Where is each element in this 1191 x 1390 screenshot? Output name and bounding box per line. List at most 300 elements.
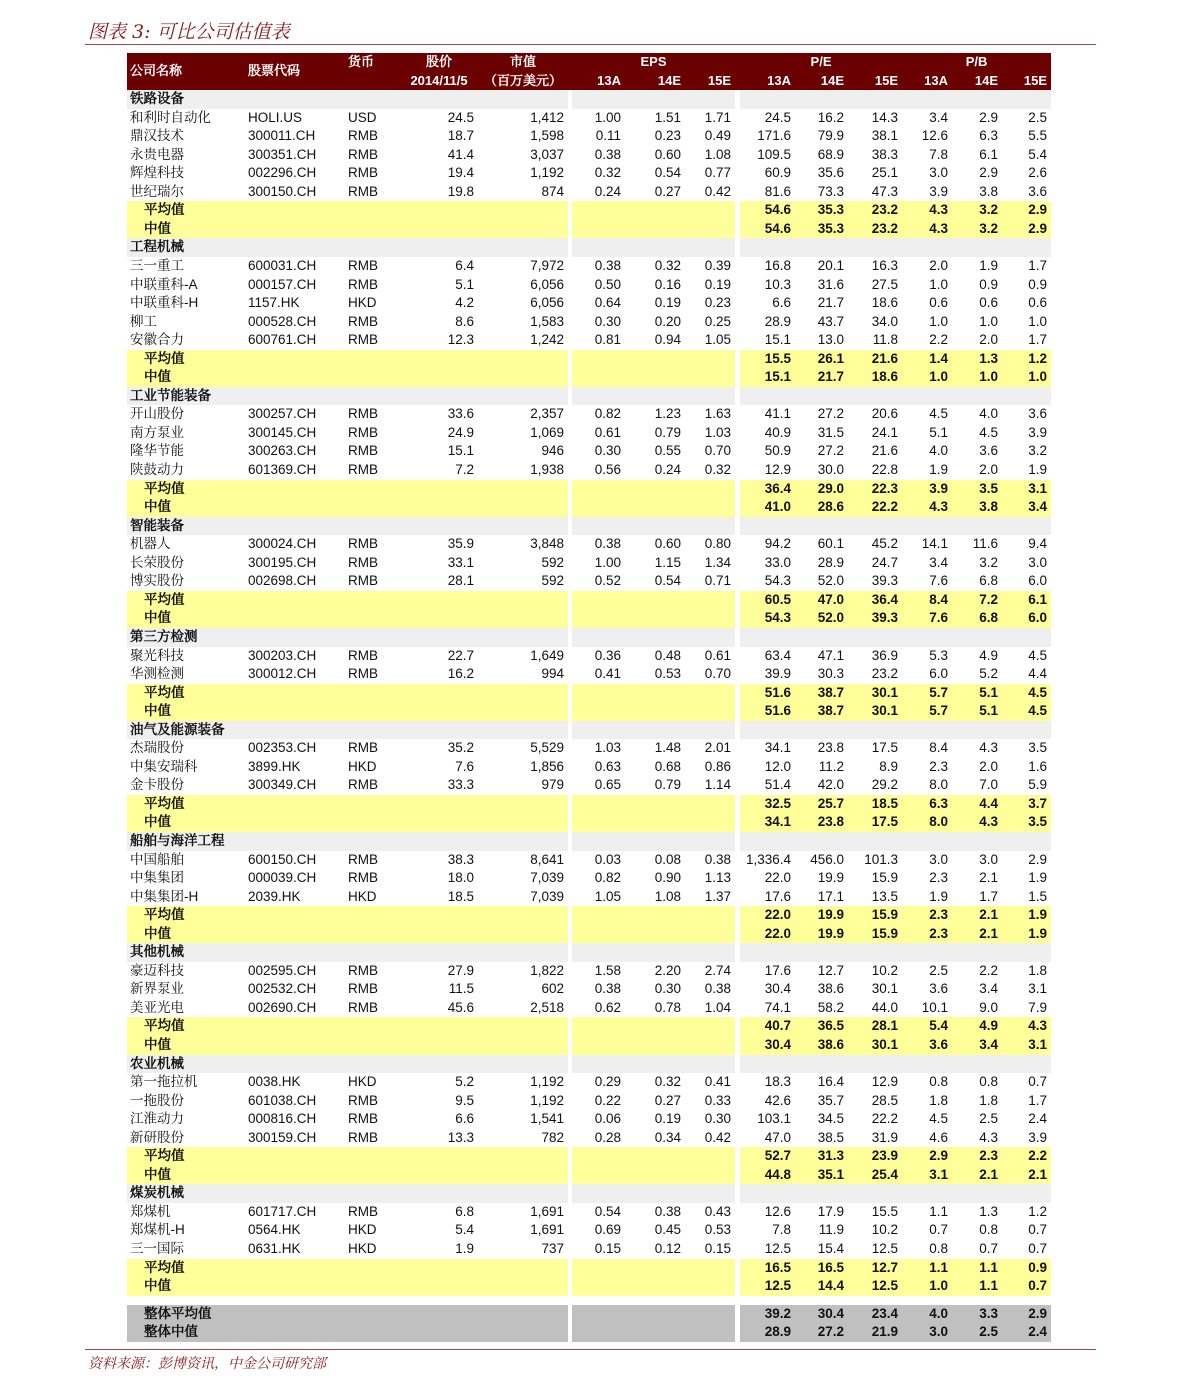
empty-cell	[478, 1055, 568, 1074]
table-row	[127, 758, 1051, 777]
empty-cell	[848, 628, 902, 647]
currency: RMB	[348, 554, 378, 570]
value-cell: 5.1	[952, 684, 1002, 703]
empty-cell	[478, 1259, 568, 1278]
value-cell: 38.7	[795, 684, 848, 703]
row-label: 中值	[127, 220, 245, 239]
empty-cell	[902, 628, 952, 647]
value-cell: 3.9	[902, 480, 952, 499]
empty-cell	[1002, 628, 1051, 647]
pb-15e: 1.6	[1028, 758, 1048, 774]
empty-cell	[345, 1166, 400, 1185]
pe-14e: 35.7	[817, 1092, 845, 1108]
value-cell: 3.7	[1002, 795, 1051, 814]
table-row	[127, 776, 1051, 795]
empty-cell	[1002, 517, 1051, 536]
section-header	[127, 628, 1051, 647]
eps-14e: 1.48	[654, 740, 681, 756]
pb-15e: 1.9	[1028, 462, 1048, 478]
pe-13a: 47.0	[764, 1129, 792, 1145]
table-row	[127, 442, 1051, 461]
header-pe: P/E	[740, 53, 902, 72]
empty-cell	[848, 387, 902, 406]
value-cell: 7.6	[902, 609, 952, 628]
value-cell: 4.0	[902, 1305, 952, 1324]
empty-cell	[572, 684, 625, 703]
pe-15e: 29.2	[871, 777, 899, 793]
price: 1.9	[455, 1241, 474, 1256]
ticker: 002532.CH	[248, 981, 317, 997]
eps-14e: 0.19	[654, 295, 681, 311]
value-cell: 4.5	[1002, 684, 1051, 703]
ticker: 002595.CH	[248, 962, 317, 978]
pe-14e: 16.4	[817, 1074, 845, 1090]
company-name: 郑煤机-H	[130, 1222, 185, 1238]
eps-13a: 0.50	[594, 276, 621, 292]
pb-13a: 3.4	[929, 109, 949, 125]
pb-14e: 4.3	[979, 740, 999, 756]
market-cap: 1,856	[530, 758, 564, 774]
currency: USD	[348, 109, 377, 125]
section-header	[127, 387, 1051, 406]
eps-13a: 1.00	[594, 554, 621, 570]
empty-cell	[478, 201, 568, 220]
market-cap: 5,529	[530, 740, 564, 756]
empty-cell	[685, 832, 735, 851]
pb-14e: 6.1	[979, 146, 999, 162]
table-row	[127, 888, 1051, 907]
company-name: 中集集团	[130, 870, 184, 886]
pe-15e: 22.8	[871, 462, 899, 478]
pb-14e: 3.8	[979, 183, 999, 199]
empty-cell	[902, 832, 952, 851]
eps-13a: 0.81	[594, 332, 621, 348]
currency: RMB	[348, 647, 378, 663]
value-cell: 3.1	[1002, 480, 1051, 499]
ticker: 300011.CH	[248, 128, 316, 144]
pe-13a: 15.1	[764, 332, 792, 348]
empty-cell	[572, 220, 625, 239]
market-cap: 6,056	[530, 276, 564, 292]
value-cell: 2.9	[902, 1147, 952, 1166]
row-label: 平均值	[127, 684, 245, 703]
pe-14e: 60.1	[817, 536, 845, 552]
empty-cell	[478, 628, 568, 647]
currency: RMB	[348, 1129, 378, 1145]
value-cell: 2.3	[902, 925, 952, 944]
currency: RMB	[348, 536, 378, 552]
empty-cell	[245, 238, 345, 257]
value-cell: 23.2	[848, 220, 902, 239]
eps-13a: 0.61	[594, 424, 621, 440]
empty-cell	[740, 387, 795, 406]
source-note: 资料来源：彭博资讯，中金公司研究部	[88, 1356, 326, 1372]
empty-cell	[400, 498, 478, 517]
empty-cell	[478, 702, 568, 721]
ticker: 0631.HK	[248, 1241, 301, 1256]
empty-cell	[478, 906, 568, 925]
value-cell: 23.8	[795, 813, 848, 832]
empty-cell	[245, 591, 345, 610]
value-cell: 2.9	[1002, 220, 1051, 239]
median-row	[127, 609, 1051, 628]
empty-cell	[795, 721, 848, 740]
pb-14e: 2.9	[979, 165, 999, 181]
header-mcap-unit: （百万美元）	[478, 72, 568, 91]
value-cell: 54.3	[740, 609, 795, 628]
valuation-table	[127, 53, 1051, 1342]
eps-14e: 0.90	[654, 870, 681, 886]
eps-13a: 0.38	[594, 258, 621, 274]
value-cell: 25.4	[848, 1166, 902, 1185]
market-cap: 1,412	[530, 109, 564, 125]
value-cell: 5.1	[952, 702, 1002, 721]
ticker: 0564.HK	[248, 1222, 301, 1238]
ticker: 300024.CH	[248, 536, 317, 552]
pb-15e: 3.6	[1028, 406, 1048, 422]
table-row	[127, 405, 1051, 424]
average-row	[127, 1017, 1051, 1036]
empty-cell	[572, 517, 625, 536]
empty-cell	[572, 906, 625, 925]
currency: RMB	[348, 573, 378, 589]
pb-14e: 11.6	[972, 536, 999, 552]
empty-cell	[572, 350, 625, 369]
value-cell: 39.3	[848, 609, 902, 628]
empty-cell	[572, 1055, 625, 1074]
pb-13a: 12.6	[921, 128, 949, 144]
eps-14e: 0.16	[654, 276, 681, 292]
pb-15e: 0.7	[1028, 1222, 1048, 1238]
value-cell: 41.0	[740, 498, 795, 517]
table-row	[127, 999, 1051, 1018]
empty-cell	[740, 238, 795, 257]
pb-14e: 1.8	[979, 1092, 999, 1108]
empty-cell	[625, 387, 685, 406]
value-cell: 1.0	[1002, 368, 1051, 387]
pe-14e: 17.1	[817, 888, 845, 904]
empty-cell	[685, 684, 735, 703]
table-row	[127, 127, 1051, 146]
eps-15e: 0.43	[704, 1203, 732, 1219]
currency: RMB	[348, 1203, 378, 1219]
row-label: 平均值	[127, 480, 245, 499]
pe-13a: 22.0	[764, 870, 792, 886]
empty-cell	[400, 609, 478, 628]
empty-cell	[685, 480, 735, 499]
pe-14e: 38.6	[817, 981, 845, 997]
value-cell: 28.1	[848, 1017, 902, 1036]
value-cell: 23.9	[848, 1147, 902, 1166]
empty-cell	[478, 1017, 568, 1036]
eps-15e: 0.33	[704, 1092, 732, 1108]
empty-cell	[625, 684, 685, 703]
company-name: 美亚光电	[130, 999, 184, 1015]
value-cell: 30.4	[795, 1305, 848, 1324]
empty-cell	[345, 721, 400, 740]
value-cell: 51.6	[740, 684, 795, 703]
value-cell: 4.4	[952, 795, 1002, 814]
value-cell: 6.8	[952, 609, 1002, 628]
ticker: 600761.CH	[248, 332, 317, 348]
pe-13a: 28.9	[764, 313, 792, 329]
header-pb-14e: 14E	[952, 72, 1002, 91]
pe-15e: 28.5	[871, 1092, 899, 1108]
eps-14e: 1.23	[654, 406, 681, 422]
empty-cell	[1002, 1055, 1051, 1074]
pb-13a: 3.6	[929, 981, 949, 997]
pe-14e: 20.1	[817, 258, 845, 274]
value-cell: 39.2	[740, 1305, 795, 1324]
eps-15e: 0.38	[704, 851, 732, 867]
pb-14e: 9.0	[979, 999, 999, 1015]
empty-cell	[245, 387, 345, 406]
ticker: 3899.HK	[248, 758, 301, 774]
value-cell: 15.9	[848, 906, 902, 925]
empty-cell	[740, 90, 795, 109]
currency: RMB	[348, 666, 378, 682]
value-cell: 35.3	[795, 201, 848, 220]
empty-cell	[685, 1017, 735, 1036]
median-row	[127, 1166, 1051, 1185]
empty-cell	[345, 517, 400, 536]
eps-14e: 0.55	[654, 443, 681, 459]
empty-cell	[685, 591, 735, 610]
empty-cell	[345, 387, 400, 406]
value-cell: 14.4	[795, 1277, 848, 1296]
eps-14e: 0.68	[654, 758, 681, 774]
empty-cell	[740, 943, 795, 962]
empty-cell	[400, 1036, 478, 1055]
price: 6.4	[455, 258, 474, 274]
table-row	[127, 1203, 1051, 1222]
company-name: 中联重科-H	[130, 295, 199, 311]
empty-cell	[625, 90, 685, 109]
value-cell: 22.0	[740, 925, 795, 944]
pb-13a: 4.6	[929, 1129, 949, 1145]
pe-14e: 35.6	[817, 165, 845, 181]
eps-15e: 1.14	[704, 777, 732, 793]
eps-15e: 0.30	[704, 1111, 732, 1127]
empty-cell	[1002, 387, 1051, 406]
pb-15e: 3.9	[1028, 1129, 1048, 1145]
empty-cell	[345, 350, 400, 369]
pe-13a: 12.0	[764, 758, 792, 774]
row-label: 中值	[127, 609, 245, 628]
value-cell: 2.1	[952, 1166, 1002, 1185]
value-cell: 12.5	[740, 1277, 795, 1296]
pe-13a: 24.5	[764, 109, 792, 125]
section-name: 工业节能装备	[127, 387, 245, 406]
pb-14e: 0.6	[979, 295, 999, 311]
pb-13a: 1.0	[929, 313, 949, 329]
ticker: 000528.CH	[248, 313, 317, 329]
pe-14e: 34.5	[817, 1111, 845, 1127]
eps-15e: 0.38	[704, 981, 732, 997]
eps-13a: 0.30	[594, 443, 621, 459]
ticker: 300257.CH	[248, 406, 317, 422]
eps-13a: 0.38	[594, 981, 621, 997]
empty-cell	[625, 1036, 685, 1055]
value-cell: 3.4	[952, 1036, 1002, 1055]
market-cap: 2,357	[530, 406, 564, 422]
price: 27.9	[447, 962, 474, 978]
value-cell: 12.5	[848, 1277, 902, 1296]
empty-cell	[685, 906, 735, 925]
value-cell: 12.7	[848, 1259, 902, 1278]
value-cell: 3.5	[952, 480, 1002, 499]
value-cell: 52.0	[795, 609, 848, 628]
average-row	[127, 1259, 1051, 1278]
price: 5.2	[455, 1074, 474, 1090]
pb-14e: 3.4	[979, 981, 999, 997]
pe-14e: 13.0	[817, 332, 845, 348]
pe-15e: 15.9	[871, 870, 899, 886]
empty-cell	[572, 925, 625, 944]
empty-cell	[345, 480, 400, 499]
value-cell: 22.2	[848, 498, 902, 517]
empty-cell	[625, 1277, 685, 1296]
empty-cell	[345, 1277, 400, 1296]
value-cell: 3.0	[902, 1323, 952, 1342]
empty-cell	[902, 238, 952, 257]
empty-cell	[625, 480, 685, 499]
pb-14e: 1.0	[979, 313, 999, 329]
empty-cell	[478, 368, 568, 387]
empty-cell	[685, 1259, 735, 1278]
pb-14e: 3.6	[979, 443, 999, 459]
price: 24.5	[447, 109, 474, 125]
value-cell: 30.1	[848, 702, 902, 721]
pb-15e: 2.5	[1028, 109, 1048, 125]
eps-13a: 0.03	[594, 851, 621, 867]
empty-cell	[685, 795, 735, 814]
empty-cell	[902, 721, 952, 740]
value-cell: 2.1	[952, 906, 1002, 925]
empty-cell	[848, 832, 902, 851]
value-cell: 16.5	[740, 1259, 795, 1278]
eps-15e: 1.63	[704, 406, 732, 422]
eps-14e: 0.27	[654, 1092, 681, 1108]
company-name: 中集安瑞科	[130, 758, 198, 774]
empty-cell	[478, 1184, 568, 1203]
median-row	[127, 368, 1051, 387]
eps-13a: 0.52	[594, 573, 621, 589]
empty-cell	[245, 1017, 345, 1036]
pe-15e: 18.6	[871, 295, 899, 311]
value-cell: 4.3	[902, 201, 952, 220]
table-body	[127, 90, 1051, 1342]
empty-cell	[345, 368, 400, 387]
eps-14e: 0.34	[654, 1129, 681, 1145]
value-cell: 15.5	[740, 350, 795, 369]
value-cell: 60.5	[740, 591, 795, 610]
currency: RMB	[348, 740, 378, 756]
empty-cell	[625, 1055, 685, 1074]
market-cap: 2,518	[530, 999, 564, 1015]
pb-15e: 2.4	[1028, 1111, 1048, 1127]
empty-cell	[625, 609, 685, 628]
pb-15e: 1.7	[1028, 332, 1048, 348]
price: 13.3	[447, 1129, 474, 1145]
pe-13a: 17.6	[764, 962, 792, 978]
pb-13a: 1.9	[929, 888, 949, 904]
value-cell: 2.5	[952, 1323, 1002, 1342]
pb-14e: 5.2	[979, 666, 999, 682]
empty-cell	[400, 238, 478, 257]
empty-cell	[625, 943, 685, 962]
empty-cell	[685, 609, 735, 628]
pe-14e: 52.0	[817, 573, 845, 589]
pe-14e: 30.3	[817, 666, 845, 682]
company-name: 中国船舶	[130, 851, 184, 867]
empty-cell	[572, 1305, 625, 1324]
eps-15e: 0.53	[704, 1222, 732, 1238]
empty-cell	[345, 591, 400, 610]
header-eps-15e: 15E	[685, 72, 735, 91]
header-pb-15e: 15E	[1002, 72, 1051, 91]
empty-cell	[685, 1323, 735, 1342]
empty-cell	[685, 1147, 735, 1166]
value-cell: 26.1	[795, 350, 848, 369]
pe-15e: 38.1	[871, 128, 899, 144]
empty-cell	[245, 1055, 345, 1074]
eps-15e: 2.74	[704, 962, 732, 978]
total-average-row	[127, 1305, 1051, 1324]
empty-cell	[345, 813, 400, 832]
pe-13a: 33.0	[764, 554, 792, 570]
header-pe-15e: 15E	[848, 72, 902, 91]
value-cell: 28.6	[795, 498, 848, 517]
currency: RMB	[348, 332, 378, 348]
ticker: 002690.CH	[248, 999, 317, 1015]
market-cap: 7,039	[530, 870, 564, 886]
value-cell: 36.4	[740, 480, 795, 499]
empty-cell	[400, 702, 478, 721]
price: 7.2	[455, 462, 474, 478]
pe-13a: 81.6	[764, 183, 792, 199]
eps-15e: 0.70	[704, 443, 732, 459]
empty-cell	[685, 90, 735, 109]
empty-cell	[572, 1323, 625, 1342]
eps-13a: 0.28	[594, 1129, 621, 1145]
table-row	[127, 962, 1051, 981]
pb-13a: 3.4	[929, 554, 949, 570]
eps-15e: 2.01	[704, 740, 732, 756]
value-cell: 3.1	[1002, 1036, 1051, 1055]
company-name: 和利时自动化	[130, 109, 211, 125]
eps-13a: 0.82	[594, 870, 621, 886]
pe-14e: 11.9	[818, 1222, 845, 1238]
pe-13a: 51.4	[764, 777, 792, 793]
empty-cell	[345, 795, 400, 814]
empty-cell	[245, 350, 345, 369]
empty-cell	[478, 480, 568, 499]
empty-cell	[625, 721, 685, 740]
empty-cell	[478, 943, 568, 962]
row-label: 平均值	[127, 201, 245, 220]
empty-cell	[902, 517, 952, 536]
header-pe-13a: 13A	[740, 72, 795, 91]
average-row	[127, 350, 1051, 369]
table-row	[127, 1092, 1051, 1111]
pb-14e: 1.7	[979, 888, 999, 904]
table-row	[127, 572, 1051, 591]
empty-cell	[245, 943, 345, 962]
pe-14e: 79.9	[817, 128, 845, 144]
company-name: 鼎汉技术	[130, 128, 184, 144]
price: 28.1	[447, 573, 474, 589]
